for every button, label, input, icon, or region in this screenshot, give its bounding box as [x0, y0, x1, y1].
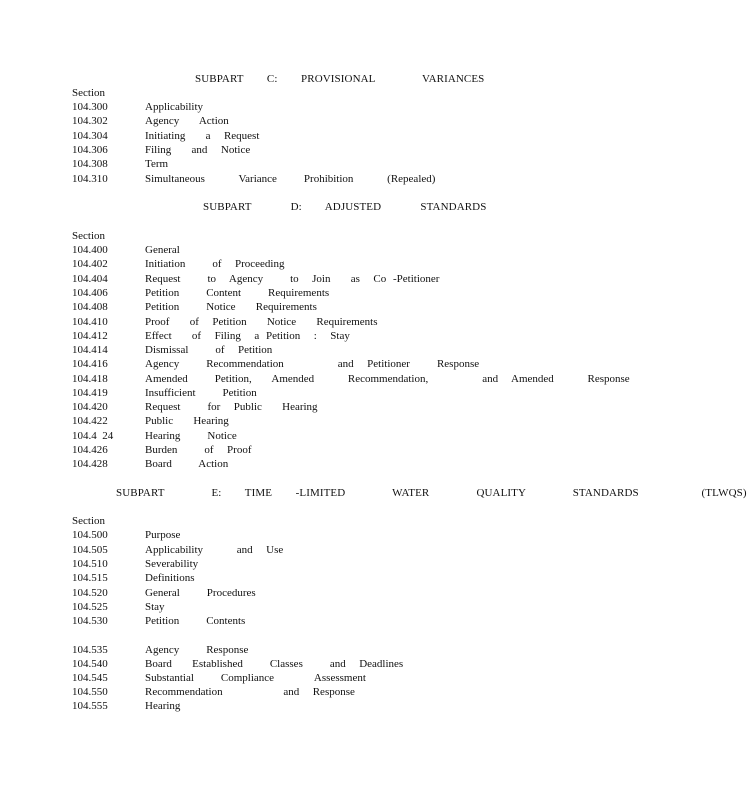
section-number: 104.410 — [72, 316, 108, 328]
section-title: Effect of Filing a Petition : Stay — [145, 330, 350, 342]
section-number: 104.525 — [72, 601, 108, 613]
section-number: 104.4 24 — [72, 430, 114, 442]
section-label: Section — [72, 515, 105, 527]
section-number: 104.540 — [72, 658, 108, 670]
section-number: 104.414 — [72, 344, 108, 356]
section-title: Purpose — [145, 529, 181, 541]
section-title: Request for Public Hearing — [145, 401, 318, 413]
section-number: 104.306 — [72, 144, 108, 156]
section-number: 104.400 — [72, 244, 108, 256]
section-number: 104.422 — [72, 415, 108, 427]
section-number: 104.530 — [72, 615, 108, 627]
section-title: Public Hearing — [145, 415, 229, 427]
section-title: Recommendation and Response — [145, 686, 355, 698]
section-title: Definitions — [145, 572, 195, 584]
section-number: 104.420 — [72, 401, 108, 413]
section-number: 104.304 — [72, 130, 108, 142]
section-title: Amended Petition, Amended Recommendation, and Amended Response — [145, 373, 630, 385]
section-number: 104.308 — [72, 158, 108, 170]
section-number: 104.300 — [72, 101, 108, 113]
section-number: 104.310 — [72, 173, 108, 185]
section-title: Agency Action — [145, 115, 229, 127]
section-title: Board Action — [145, 458, 229, 470]
section-number: 104.500 — [72, 529, 108, 541]
section-number: 104.408 — [72, 301, 108, 313]
section-label: Section — [72, 230, 105, 242]
section-title: Petition Contents — [145, 615, 246, 627]
section-title: Hearing — [145, 700, 181, 712]
section-number: 104.515 — [72, 572, 108, 584]
section-number: 104.426 — [72, 444, 108, 456]
section-title: General Procedures — [145, 587, 256, 599]
section-title: Board Established Classes and Deadlines — [145, 658, 404, 670]
section-title: Burden of Proof — [145, 444, 252, 456]
section-title: Filing and Notice — [145, 144, 251, 156]
section-number: 104.418 — [72, 373, 108, 385]
section-title: Initiating a Request — [145, 130, 260, 142]
section-title: Severability — [145, 558, 199, 570]
section-title: Petition Content Requirements — [145, 287, 330, 299]
section-title: Initiation of Proceeding — [145, 258, 285, 270]
section-number: 104.419 — [72, 387, 108, 399]
section-number: 104.505 — [72, 544, 108, 556]
section-number: 104.406 — [72, 287, 108, 299]
subpart-c-heading: SUBPART C: PROVISIONAL VARIANCES — [195, 73, 485, 85]
section-number: 104.416 — [72, 358, 108, 370]
section-title: Stay — [145, 601, 165, 613]
section-title: Proof of Petition Notice Requirements — [145, 316, 378, 328]
section-title: Substantial Compliance Assessment — [145, 672, 366, 684]
section-title: Agency Recommendation and Petitioner Response — [145, 358, 480, 370]
subpart-e-heading: SUBPART E: TIME -LIMITED WATER QUALITY STANDARDS (TLWQS) — [116, 487, 747, 499]
section-title: Request to Agency to Join as Co -Petitioner — [145, 273, 440, 285]
subpart-d-heading: SUBPART D: ADJUSTED STANDARDS — [203, 201, 487, 213]
section-title: Applicability — [145, 101, 204, 113]
section-number: 104.302 — [72, 115, 108, 127]
section-number: 104.402 — [72, 258, 108, 270]
section-title: Agency Response — [145, 644, 249, 656]
section-title: Applicability and Use — [145, 544, 284, 556]
section-number: 104.535 — [72, 644, 108, 656]
section-number: 104.520 — [72, 587, 108, 599]
section-number: 104.550 — [72, 686, 108, 698]
section-label: Section — [72, 87, 105, 99]
section-title: Dismissal of Petition — [145, 344, 273, 356]
section-number: 104.555 — [72, 700, 108, 712]
section-title: General — [145, 244, 180, 256]
section-title: Petition Notice Requirements — [145, 301, 317, 313]
section-number: 104.510 — [72, 558, 108, 570]
section-title: Hearing Notice — [145, 430, 237, 442]
section-title: Simultaneous Variance Prohibition (Repealed) — [145, 173, 436, 185]
section-number: 104.404 — [72, 273, 108, 285]
section-title: Term — [145, 158, 169, 170]
section-number: 104.412 — [72, 330, 108, 342]
section-number: 104.545 — [72, 672, 108, 684]
section-title: Insufficient Petition — [145, 387, 257, 399]
section-number: 104.428 — [72, 458, 108, 470]
